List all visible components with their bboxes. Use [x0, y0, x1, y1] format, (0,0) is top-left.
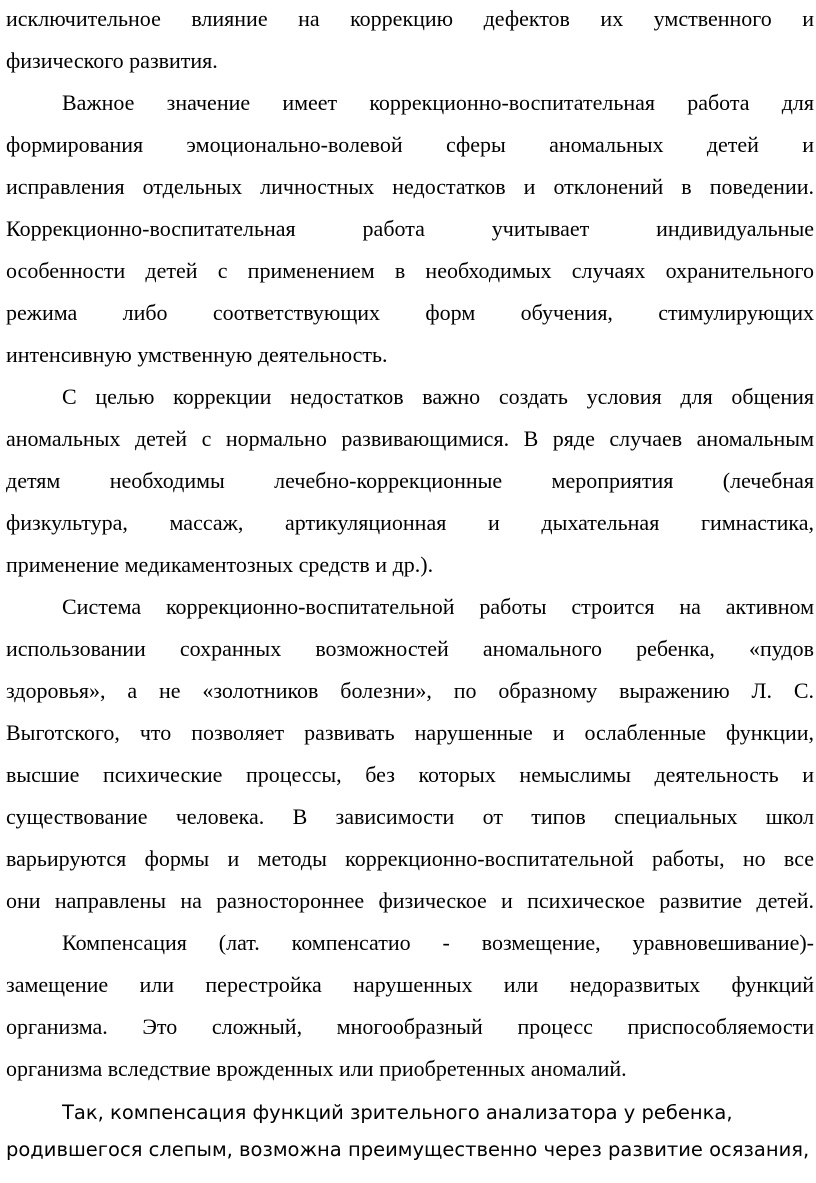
text-line: здоровья», а не «золотников болезни», по образному выражению Л. С.	[6, 678, 814, 703]
text-line: Система коррекционно-воспитательной работы строится на активном	[62, 594, 814, 619]
text-line: замещение или перестройка нарушенных или недоразвитых функций	[6, 972, 814, 997]
text-line: существование человека. В зависимости от типов специальных школ	[6, 804, 814, 829]
text-line: высшие психические процессы, без которых немыслимы деятельность и	[6, 762, 814, 787]
text-line: организма. Это сложный, многообразный процесс приспособляемости	[6, 1014, 814, 1039]
text-line: исключительное влияние на коррекцию дефектов их умственного и	[6, 6, 814, 31]
text-line: аномальных детей с нормально развивающимися. В ряде случаев аномальным	[6, 426, 814, 451]
text-line: Важное значение имеет коррекционно-воспитательная работа для	[62, 90, 814, 115]
text-line: Выготского, что позволяет развивать нарушенные и ослабленные функции,	[6, 720, 814, 745]
text-line: особенности детей с применением в необходимых случаях охранительного	[6, 258, 814, 283]
text-line: использовании сохранных возможностей аномального ребенка, «пудов	[6, 636, 814, 661]
text-line: Компенсация (лат. компенсатио - возмещение, уравновешивание)-	[62, 930, 814, 955]
text-line: родившегося слепым, возможна преимущественно через развитие осязания,	[6, 1138, 810, 1161]
text-line: Коррекционно-воспитательная работа учитывает индивидуальные	[6, 216, 814, 241]
text-line: варьируются формы и методы коррекционно-воспитательной работы, но все	[6, 846, 814, 871]
text-line: физического развития.	[6, 48, 218, 73]
text-line: применение медикаментозных средств и др.).	[6, 552, 434, 577]
text-line: формирования эмоционально-волевой сферы аномальных детей и	[6, 132, 814, 157]
text-line: детям необходимы лечебно-коррекционные мероприятия (лечебная	[6, 468, 814, 493]
text-line: организма вследствие врожденных или приобретенных аномалий.	[6, 1056, 627, 1081]
text-line: Так, компенсация функций зрительного анализатора у ребенка,	[62, 1101, 733, 1124]
text-line: физкультура, массаж, артикуляционная и дыхательная гимнастика,	[6, 510, 814, 535]
text-line: режима либо соответствующих форм обучения, стимулирующих	[6, 300, 814, 325]
text-line: исправления отдельных личностных недостатков и отклонений в поведении.	[6, 174, 814, 199]
text-line: они направлены на разностороннее физическое и психическое развитие детей.	[6, 888, 814, 913]
text-line: С целью коррекции недостатков важно создать условия для общения	[62, 384, 814, 409]
text-line: интенсивную умственную деятельность.	[6, 342, 388, 367]
